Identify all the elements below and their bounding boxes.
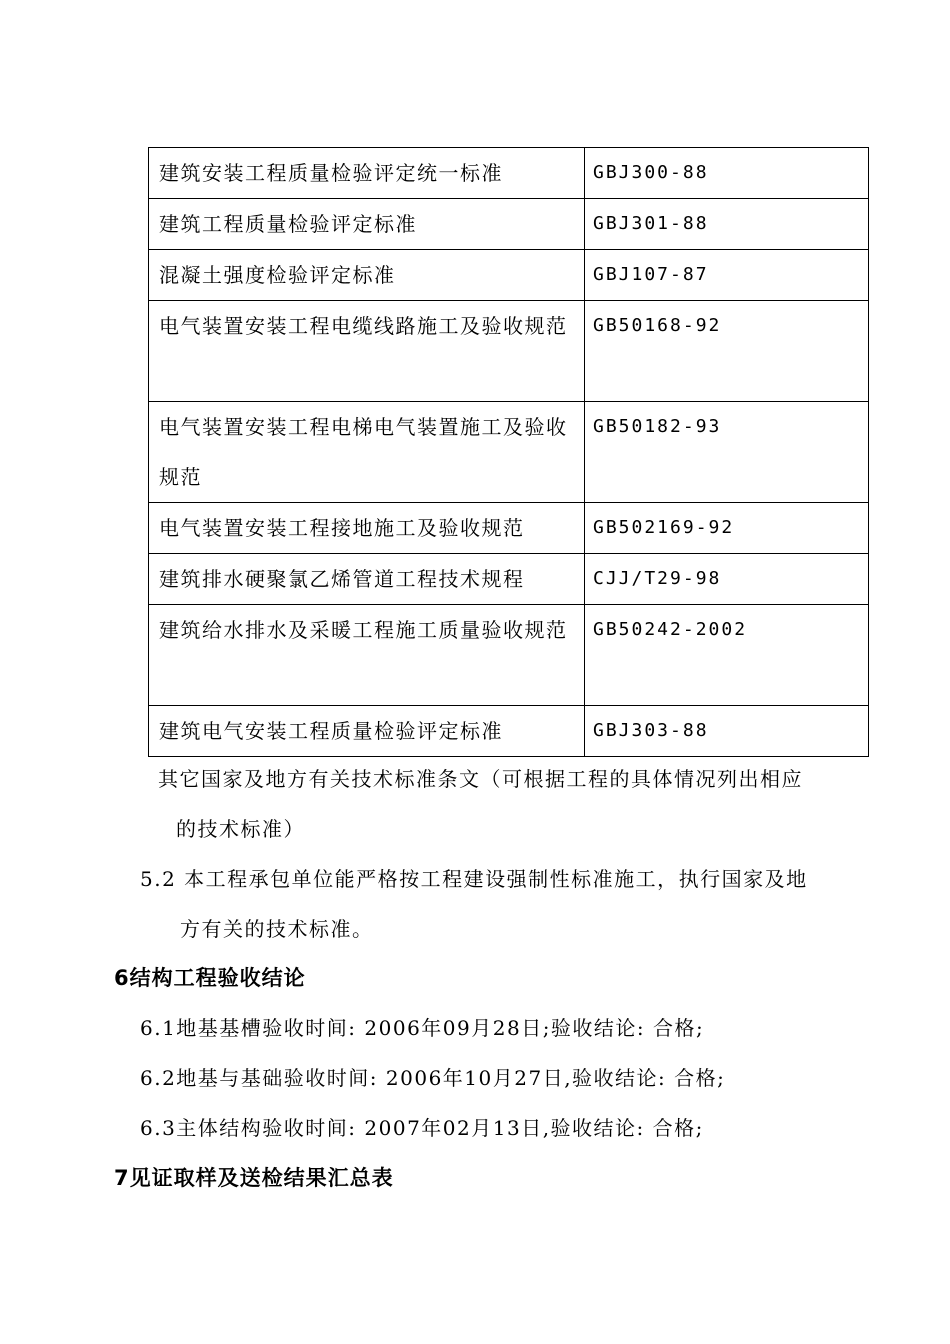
standard-name: 建筑给水排水及采暖工程施工质量验收规范 [149,605,585,706]
item-5-2-line-2: 方有关的技术标准。 [180,917,374,941]
standard-code: GBJ107-87 [585,250,869,301]
standard-code: GBJ301-88 [585,199,869,250]
standard-code: GBJ300-88 [585,148,869,199]
table-row [149,605,869,706]
table-row [149,402,869,503]
section-6-item-2: 6.2地基与基础验收时间: 2006年10月27日,验收结论: 合格; [140,1066,726,1090]
section-6-item-3: 6.3主体结构验收时间: 2007年02月13日,验收结论: 合格; [140,1116,704,1140]
note-line-2: 的技术标准） [176,817,305,841]
table-row [149,148,869,199]
standards-table [148,147,869,757]
table-row [149,250,869,301]
table-row [149,503,869,554]
standards-table-body [149,148,869,757]
standard-name: 建筑电气安装工程质量检验评定标准 [149,706,585,757]
standard-name: 建筑安装工程质量检验评定统一标准 [149,148,585,199]
standard-code: GBJ303-88 [585,706,869,757]
table-row [149,554,869,605]
standard-name: 电气装置安装工程电缆线路施工及验收规范 [149,301,585,402]
item-5-2-line-1: 5.2 本工程承包单位能严格按工程建设强制性标准施工，执行国家及地 [140,867,808,891]
section-6-title: 6结构工程验收结论 [114,966,306,990]
note-line-1: 其它国家及地方有关技术标准条文（可根据工程的具体情况列出相应 [158,767,803,791]
table-row [149,706,869,757]
table-row [149,301,869,402]
standard-name: 建筑排水硬聚氯乙烯管道工程技术规程 [149,554,585,605]
section-7-title: 7见证取样及送检结果汇总表 [114,1166,394,1190]
standard-code: GB50182-93 [585,402,869,503]
standard-code: GB50168-92 [585,301,869,402]
section-6-item-1: 6.1地基基槽验收时间: 2006年09月28日;验收结论: 合格; [140,1016,705,1040]
standard-name: 混凝土强度检验评定标准 [149,250,585,301]
standard-code: GB502169-92 [585,503,869,554]
standard-code: CJJ/T29-98 [585,554,869,605]
standard-name: 建筑工程质量检验评定标准 [149,199,585,250]
standard-name: 电气装置安装工程电梯电气装置施工及验收规范 [149,402,585,503]
table-row [149,199,869,250]
standard-name: 电气装置安装工程接地施工及验收规范 [149,503,585,554]
standard-code: GB50242-2002 [585,605,869,706]
